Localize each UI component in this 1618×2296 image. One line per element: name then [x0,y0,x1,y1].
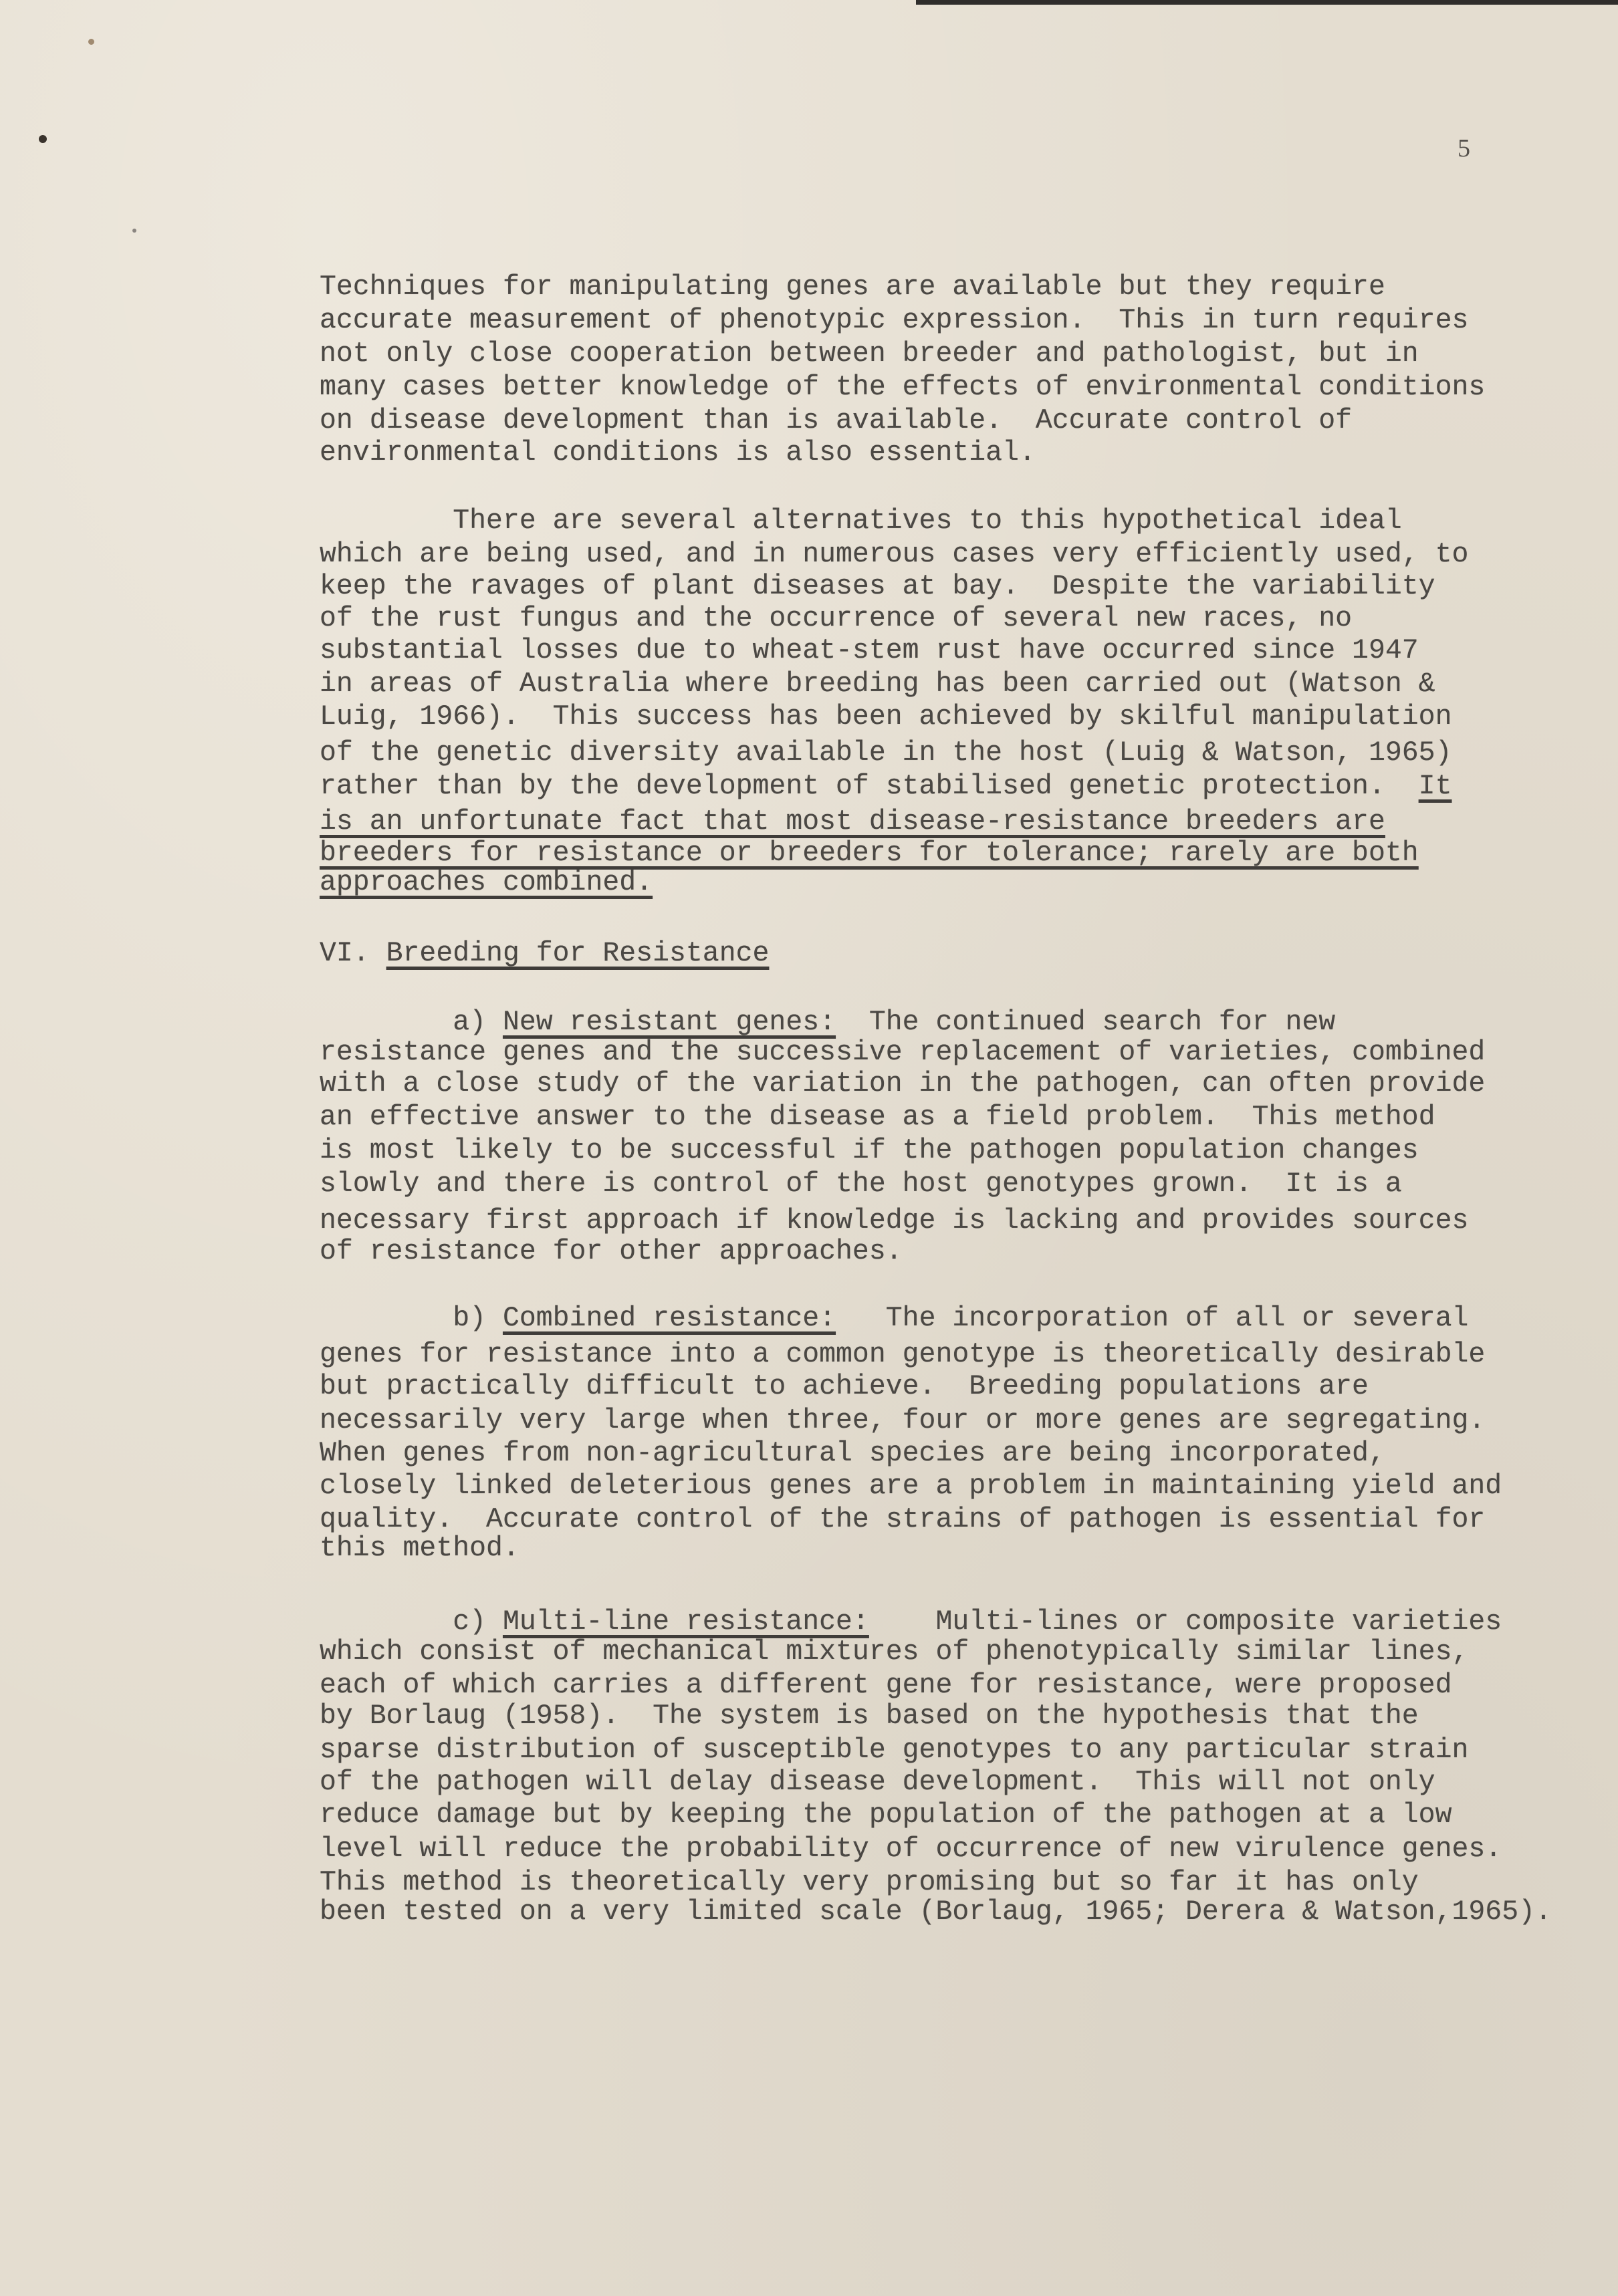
text-segment: is most likely to be successful if the pathogen population changes [320,1135,1419,1166]
text-segment: in areas of Australia where breeding has been carried out (Watson & [320,668,1435,700]
text-line [320,338,1419,371]
underlined-text: breeders for resistance or breeders for tolerance; rarely are both [320,838,1419,869]
text-segment: with a close study of the variation in the pathogen, can often provide [320,1068,1486,1100]
text-segment: by Borlaug (1958). The system is based on the hypothesis that the [320,1700,1419,1732]
text-line [320,371,1485,404]
text-line [320,1799,1452,1832]
text-segment: sparse distribution of susceptible genotypes to any particular strain [320,1735,1469,1766]
text-line [320,602,1352,636]
text-segment: been tested on a very limited scale (Borlaug, 1965; Derera & Watson,1965). [320,1896,1552,1928]
text-line [320,1669,1452,1702]
text-line [320,837,1419,870]
text-line [320,505,1402,538]
text-segment: c) [320,1606,503,1638]
text-line [320,770,1452,803]
text-line [320,634,1419,668]
text-segment: keep the ravages of plant diseases at bay. Despite the variability [320,571,1435,602]
text-line [320,1532,519,1565]
text-segment: Luig, 1966). This success has been achieved by skilful manipulation [320,701,1452,733]
staple-hole [88,39,94,45]
text-line [320,1470,1502,1503]
text-segment: of the genetic diversity available in the host (Luig & Watson, 1965) [320,737,1452,769]
text-line [320,1734,1468,1767]
underlined-text: Multi-line resistance: [502,1606,869,1638]
text-segment: an effective answer to the disease as a field problem. This method [320,1102,1435,1133]
text-segment: each of which carries a different gene for resistance, were proposed [320,1670,1452,1701]
text-segment: Multi-lines or composite varieties [869,1606,1502,1638]
text-line [320,866,653,900]
text-segment: but practically difficult to achieve. Breeding populations are [320,1371,1369,1402]
text-segment: level will reduce the probability of occurrence of new virulence genes. [320,1833,1502,1865]
text-segment: This method is theoretically very promising but so far it has only [320,1867,1419,1898]
text-line [320,1896,1552,1929]
text-segment: which consist of mechanical mixtures of phenotypically similar lines, [320,1636,1469,1668]
text-line [320,1338,1485,1372]
text-line [320,404,1352,438]
text-line [320,1766,1435,1799]
text-line [320,1036,1485,1069]
text-segment: necessarily very large when three, four or more genes are segregating. [320,1405,1486,1436]
text-line [320,1101,1435,1134]
speck [132,229,136,233]
text-segment: slowly and there is control of the host genotypes grown. It is a [320,1168,1402,1200]
text-segment: not only close cooperation between breeder and pathologist, but in [320,338,1419,370]
text-segment: accurate measurement of phenotypic expression. This in turn requires [320,305,1469,336]
underlined-text: It [1418,771,1452,802]
underlined-text: Breeding for Resistance [386,938,770,969]
text-segment: quality. Accurate control of the strains of pathogen is essential for [320,1504,1486,1535]
text-segment: reduce damage but by keeping the population of the pathogen at a low [320,1799,1452,1831]
text-line [320,570,1435,604]
text-line [320,304,1468,338]
text-line [320,1235,903,1269]
text-segment: on disease development than is available. Accurate control of [320,405,1353,436]
text-line [320,1168,1402,1201]
text-segment: of the rust fungus and the occurrence of several new races, no [320,603,1353,634]
page-edge-shadow [916,0,1618,5]
text-line [320,668,1435,701]
text-segment: The incorporation of all or several [836,1303,1469,1334]
text-line [320,436,1036,470]
text-segment: VI. [320,938,386,969]
text-line [320,1302,1468,1335]
text-segment: this method. [320,1533,519,1564]
text-segment: There are several alternatives to this hypothetical ideal [320,505,1402,537]
text-segment: which are being used, and in numerous cases very efficiently used, to [320,539,1469,570]
text-segment: of the pathogen will delay disease development. This will not only [320,1767,1435,1798]
text-segment: The continued search for new [836,1007,1336,1038]
text-segment: rather than by the development of stabilised genetic protection. [320,771,1419,802]
text-line [320,937,769,971]
text-line [320,1606,1502,1639]
staple-hole [39,135,47,143]
text-line [320,1437,1385,1471]
text-line [320,1700,1419,1733]
page-number: 5 [1458,134,1470,162]
text-line [320,1067,1485,1101]
text-segment: closely linked deleterious genes are a problem in maintaining yield and [320,1471,1502,1502]
text-line [320,1134,1419,1168]
text-line [320,1404,1485,1438]
text-segment: many cases better knowledge of the effects of environmental conditions [320,372,1486,403]
text-segment: resistance genes and the successive replacement of varieties, combined [320,1037,1486,1068]
underlined-text: New resistant genes: [502,1007,836,1038]
text-segment: substantial losses due to wheat-stem rust have occurred since 1947 [320,635,1419,666]
text-line [320,538,1468,571]
text-line [320,805,1385,839]
text-line [320,1204,1468,1238]
text-line [320,700,1452,734]
text-segment: When genes from non-agricultural species are being incorporated, [320,1438,1385,1469]
underlined-text: is an unfortunate fact that most disease-resistance breeders are [320,806,1385,838]
text-segment: environmental conditions is also essential. [320,437,1036,469]
text-line [320,1006,1335,1039]
underlined-text: Combined resistance: [502,1303,836,1334]
text-line [320,1833,1502,1866]
text-line [320,737,1452,770]
underlined-text: approaches combined. [320,867,653,898]
text-segment: Techniques for manipulating genes are available but they require [320,271,1385,303]
text-segment: of resistance for other approaches. [320,1236,903,1267]
text-segment: necessary first approach if knowledge is lacking and provides sources [320,1205,1469,1237]
text-line [320,271,1385,304]
text-segment: genes for resistance into a common genotype is theoretically desirable [320,1339,1486,1370]
text-segment: b) [320,1303,503,1334]
text-segment: a) [320,1007,503,1038]
text-line [320,1636,1468,1669]
text-line [320,1370,1369,1404]
text-line [320,1866,1419,1900]
